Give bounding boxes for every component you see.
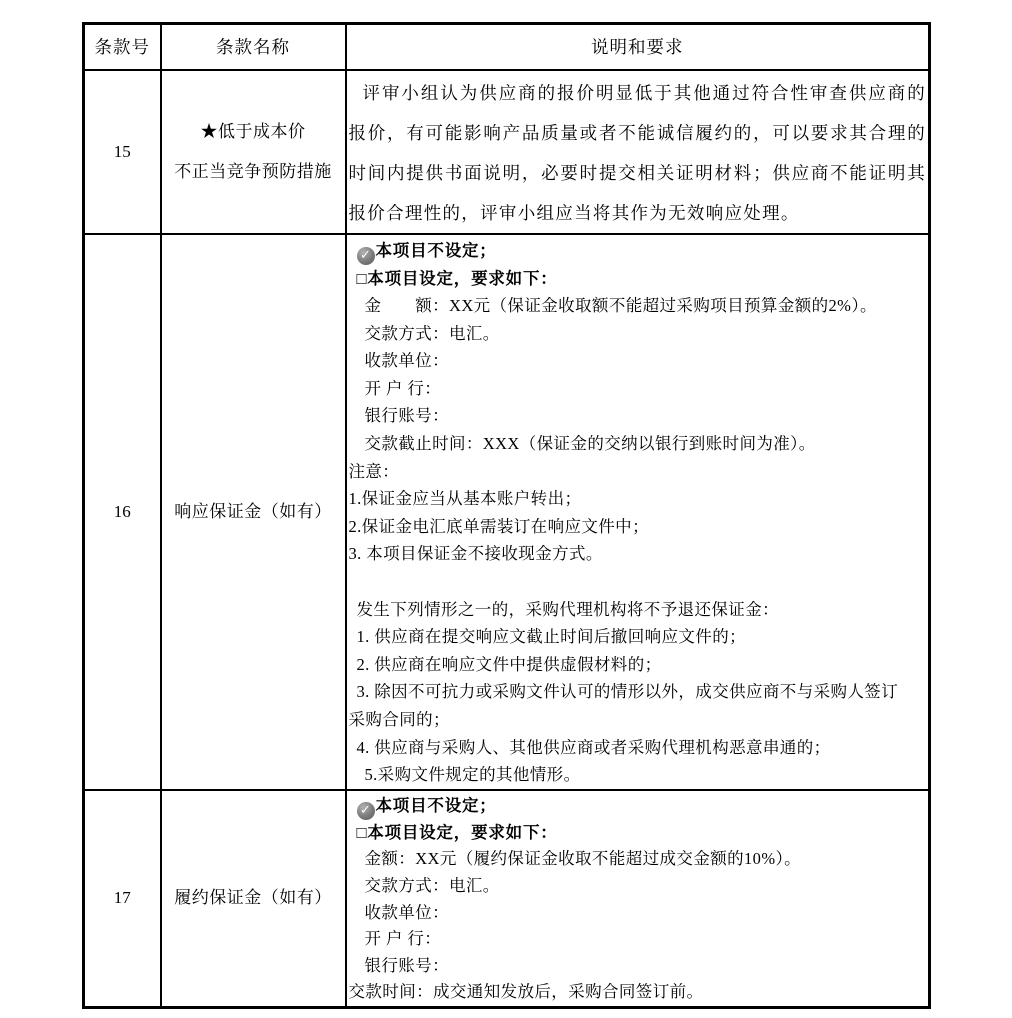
forfeit-item-5: 5.采购文件规定的其他情形。 [364, 765, 581, 785]
checkmark-glyph: ✓ [360, 802, 371, 818]
clause-name-line: 响应保证金（如有） [174, 501, 332, 521]
note-heading: 注意： [348, 461, 400, 481]
option-set-line: □本项目设定，要求如下： [356, 268, 558, 288]
clauses-table [82, 22, 931, 1009]
amount-line: 金额：XX元（履约保证金收取不能超过成交金额的10%）。 [364, 849, 802, 869]
option-set-line: □本项目设定，要求如下： [356, 822, 558, 842]
blank-line [349, 568, 927, 596]
option-not-set-label: 本项目不设定； [375, 240, 497, 260]
account-number-line: 银行账号： [364, 955, 449, 975]
clause-name-line: 履约保证金（如有） [174, 888, 332, 908]
account-number-line: 银行账号： [364, 406, 449, 426]
note-item-3: 3. 本项目保证金不接收现金方式。 [348, 544, 603, 564]
payment-method-line: 交款方式：电汇。 [364, 875, 500, 895]
payment-deadline-line: 交款截止时间：XXX（保证金的交纳以银行到账时间为准）。 [364, 434, 816, 454]
header-description: 说明和要求 [346, 24, 930, 70]
checked-circle-icon [357, 247, 375, 265]
forfeit-item-4: 4. 供应商与采购人、其他供应商或者采购代理机构恶意串通的； [356, 737, 831, 757]
forfeit-item-1: 1. 供应商在提交响应文截止时间后撤回响应文件的； [356, 627, 746, 647]
clause-name-cell [161, 234, 346, 790]
clause-name-line: 不正当竞争预防措施 [174, 161, 332, 181]
clause-description-cell [346, 234, 930, 790]
clause-number-cell: 15 [84, 70, 161, 234]
clause-description-cell [346, 70, 930, 234]
bank-branch-line: 开 户 行： [364, 378, 442, 398]
clause-row-17 [84, 790, 930, 1008]
clause-row-15 [84, 70, 930, 234]
clause-number-cell: 17 [84, 790, 161, 1008]
clause-name-cell [161, 70, 346, 234]
payee-line: 收款单位： [364, 351, 449, 371]
amount-line: 金 额：XX元（保证金收取额不能超过采购项目预算金额的2%）。 [364, 296, 877, 316]
clause-name-line: ★低于成本价 [200, 121, 306, 141]
checkmark-glyph: ✓ [360, 247, 371, 263]
bank-branch-line: 开 户 行： [364, 929, 442, 949]
option-not-set-line [349, 237, 927, 265]
below-cost-paragraph: 评审小组认为供应商的报价明显低于其他通过符合性审查供应商的报价，有可能影响产品质量或者不能诚信履约的，可以要求其合理的时间内提供书面说明，必要时提交相关证明材料；供应商不能证明其报价合理性的，评审小组应当将其作为无效响应处理。 [348, 82, 926, 223]
payment-method-line: 交款方式：电汇。 [364, 323, 500, 343]
forfeit-item-3: 3. 除因不可抗力或采购文件认可的情形以外，成交供应商不与采购人签订 [356, 682, 899, 702]
checked-circle-icon [357, 802, 375, 820]
option-not-set-line [349, 793, 927, 820]
clause-row-16 [84, 234, 930, 790]
clause-name-cell [161, 790, 346, 1008]
note-item-1: 1.保证金应当从基本账户转出； [348, 489, 582, 509]
clause-number-cell: 16 [84, 234, 161, 790]
header-clause-name: 条款名称 [161, 24, 346, 70]
payment-time-line: 交款时间：成交通知发放后，采购合同签订前。 [348, 982, 704, 1002]
option-not-set-label: 本项目不设定； [375, 795, 497, 815]
note-item-2: 2.保证金电汇底单需装订在响应文件中； [348, 516, 649, 536]
forfeit-item-2: 2. 供应商在响应文件中提供虚假材料的； [356, 654, 662, 674]
table-header-row [84, 24, 930, 70]
forfeit-heading: 发生下列情形之一的，采购代理机构将不予退还保证金： [356, 599, 779, 619]
forfeit-item-3-wrap: 采购合同的； [348, 710, 450, 729]
clause-description-cell [346, 790, 930, 1008]
header-clause-number: 条款号 [84, 24, 161, 70]
payee-line: 收款单位： [364, 902, 449, 922]
